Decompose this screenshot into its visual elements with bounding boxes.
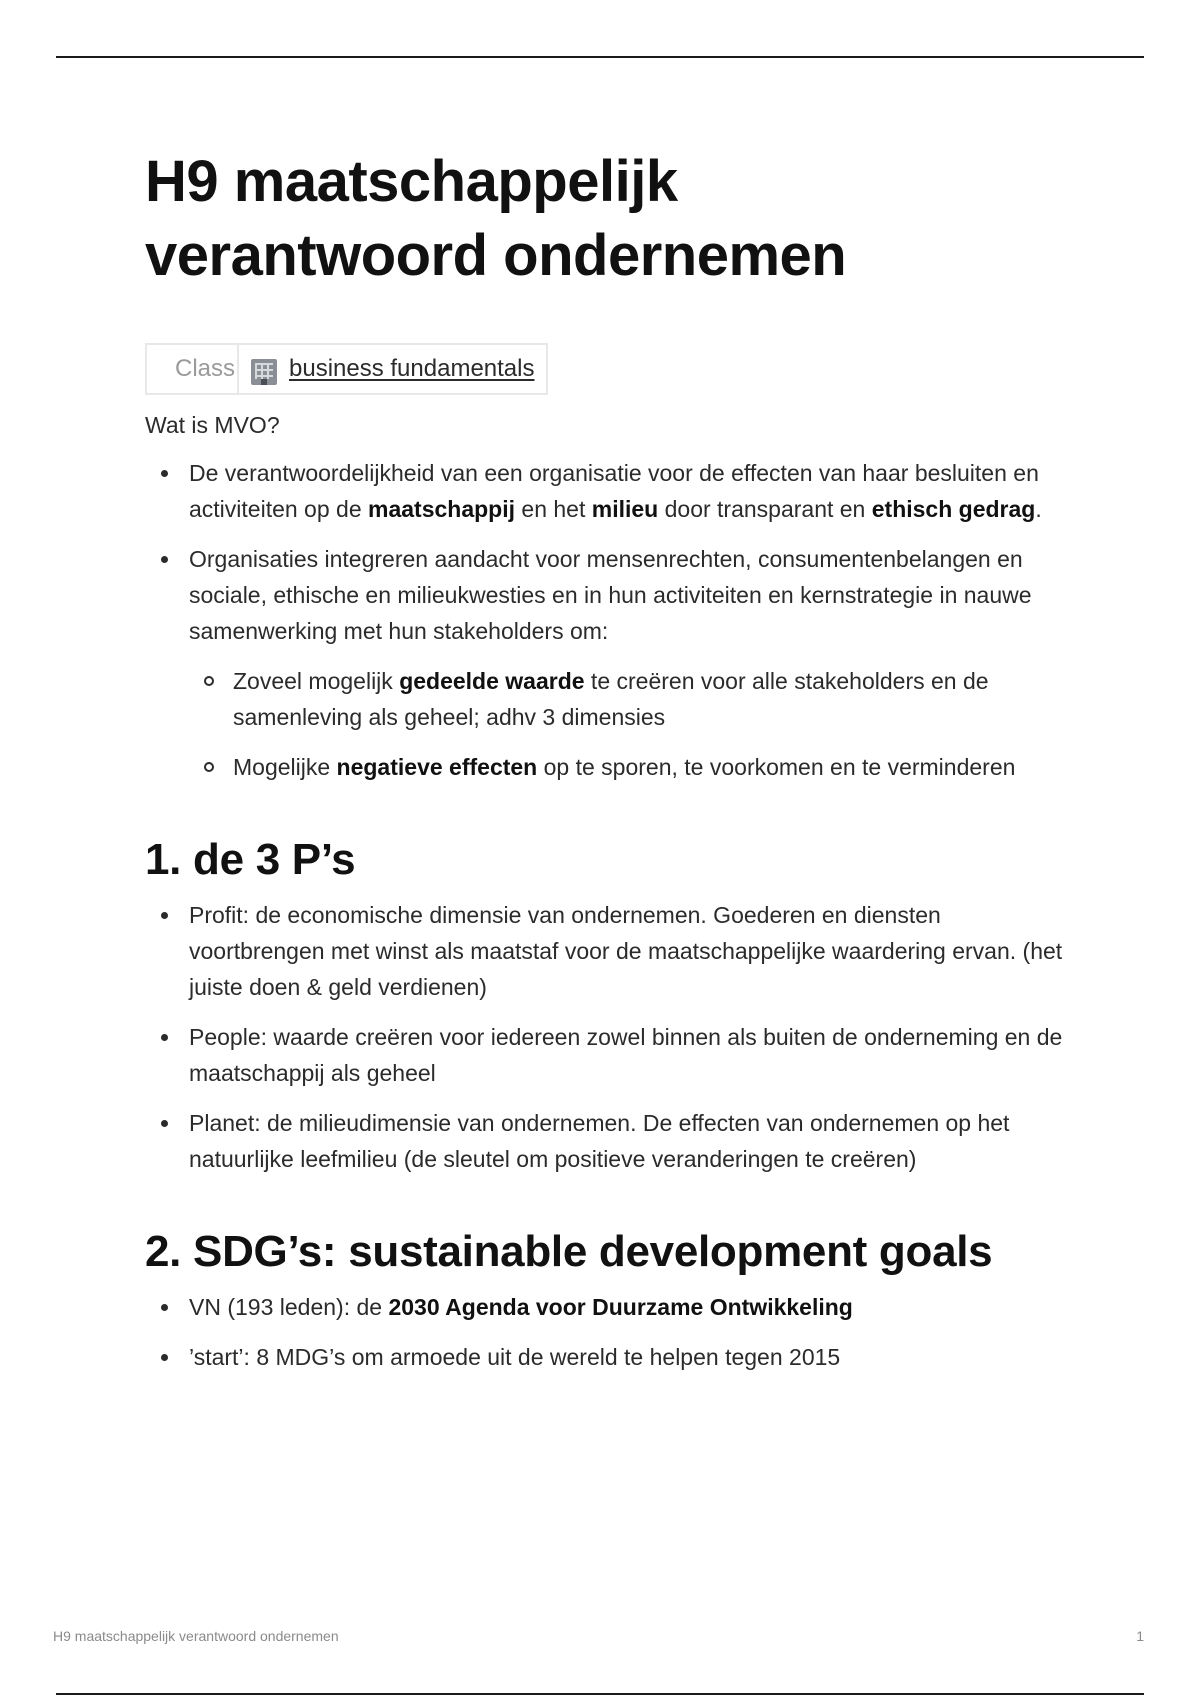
property-label-text: Class <box>175 355 236 382</box>
section2-bullets <box>145 1289 1065 1375</box>
property-value <box>239 343 548 395</box>
bold-text: milieu <box>591 496 659 522</box>
sub-list-item <box>189 749 1065 785</box>
text: De verantwoordelijkheid van een organisatie voor de effecten van haar besluiten en activiteiten op de <box>189 460 1039 522</box>
page-title-line1: H9 maatschappelijk <box>145 149 678 214</box>
list-item: People: waarde creëren voor iedereen zowel binnen als buiten de onderneming en de maatschappij als geheel <box>145 1019 1065 1091</box>
text: VN (193 leden): de <box>189 1294 389 1320</box>
class-link[interactable]: business fundamentals <box>289 355 535 382</box>
list-item <box>145 455 1065 527</box>
bold-text: 2030 Agenda voor Duurzame Ontwikkeling <box>388 1294 853 1320</box>
sub-list-item <box>189 663 1065 735</box>
bold-text: negatieve effecten <box>336 754 538 780</box>
list-item: Planet: de milieudimensie van ondernemen. De effecten van ondernemen op het natuurlijke leefmilieu (de sleutel om positieve veranderingen te creëren) <box>145 1105 1065 1177</box>
text: Organisaties integreren aandacht voor mensenrechten, consumentenbelangen en sociale, ethische en milieukwesties en in hun activiteiten en kernstrategie in nauwe samenwerking met hun stakeholders om: <box>189 546 1032 644</box>
text: Mogelijke <box>233 754 337 780</box>
list-item <box>145 1289 1065 1325</box>
footer-title: H9 maatschappelijk verantwoord ondernemen <box>53 1628 339 1644</box>
bold-text: ethisch gedrag <box>871 496 1036 522</box>
section-heading-3ps: 1. de 3 P’s <box>145 835 356 884</box>
intro-question: Wat is MVO? <box>145 412 280 438</box>
list-item: Profit: de economische dimensie van ondernemen. Goederen en diensten voortbrengen met winst als maatstaf voor de maatschappelijke waardering ervan. (het juiste doen & geld verdienen) <box>145 897 1065 1005</box>
bold-text: maatschappij <box>368 496 516 522</box>
top-rule <box>56 56 1144 58</box>
text: te creëren voor alle stakeholders en de samenleving als geheel; adhv 3 dimensies <box>233 668 989 730</box>
page-content <box>145 145 1065 1375</box>
bottom-rule <box>56 1693 1144 1695</box>
list-item: ’start’: 8 MDG’s om armoede uit de wereld te helpen tegen 2015 <box>145 1339 1065 1375</box>
sub-bullets <box>189 663 1065 785</box>
office-building-icon <box>251 359 277 385</box>
bold-text: gedeelde waarde <box>399 668 585 694</box>
property-label <box>145 343 239 395</box>
list-item <box>145 541 1065 785</box>
section-heading-sdgs: 2. SDG’s: sustainable development goals <box>145 1227 993 1276</box>
text: en het <box>515 496 592 522</box>
page-title <box>145 145 1065 293</box>
section1-bullets <box>145 897 1065 1177</box>
page-title-line2: verantwoord ondernemen <box>145 223 847 288</box>
footer-page-number: 1 <box>1136 1628 1144 1644</box>
text: door transparant en <box>658 496 872 522</box>
intro-bullets <box>145 455 1065 785</box>
text: op te sporen, te voorkomen en te verminderen <box>537 754 1016 780</box>
text: . <box>1035 496 1042 522</box>
property-class <box>145 343 1065 395</box>
text: Zoveel mogelijk <box>233 668 400 694</box>
